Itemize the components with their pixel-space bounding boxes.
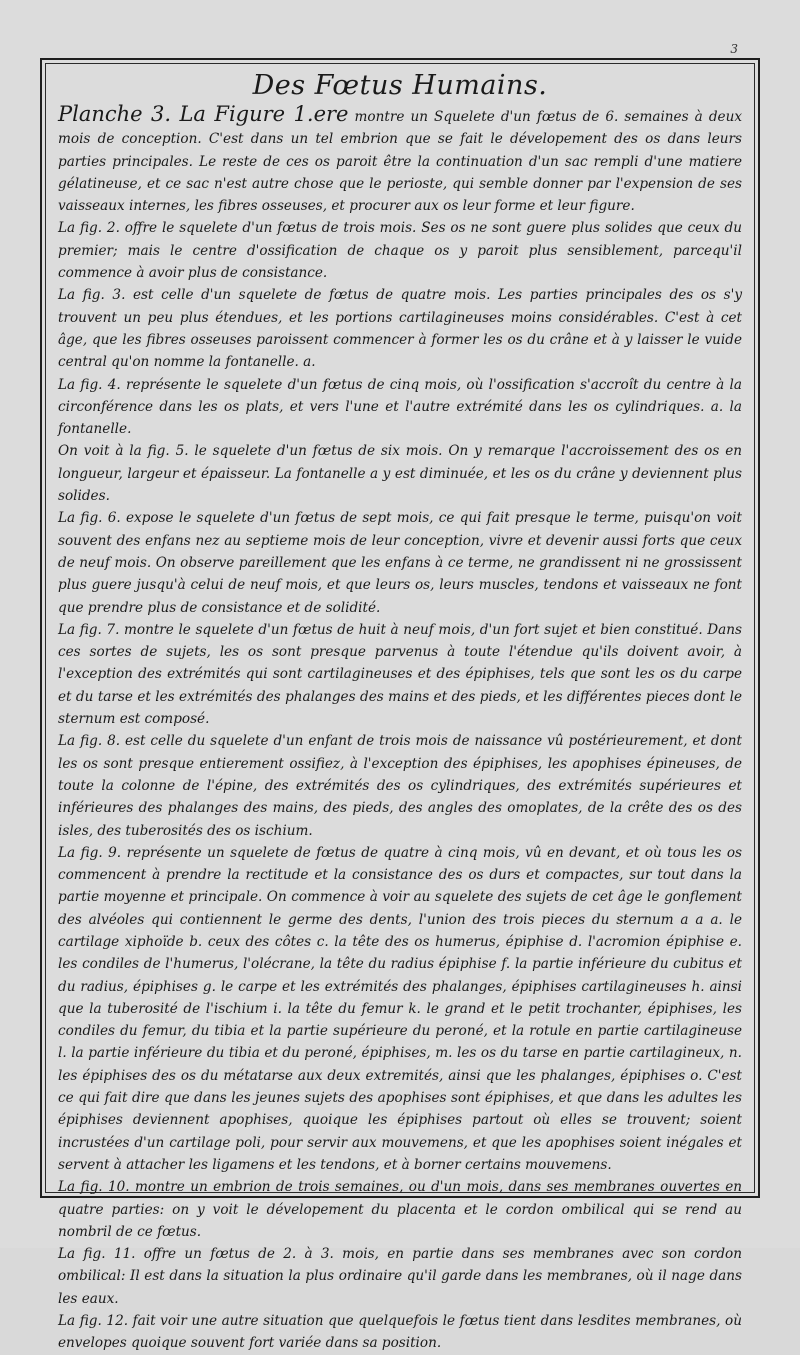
paragraph-fig-9: La fig. 9. représente un squelete de fœtus de quatre à cinq mois, vû en devant, et où tous les os commencent à prendre la rectitude et la consistance des os durs et compactes, sur tout dans la partie moyenne et principale. On commence à voir au squelete des sujets de cet âge le gonflement des alvéoles qui contiennent le germe des dents, l'union des trois pieces du sternum a a a. le cartilage xiphoïde b. ceux des côtes c. la tête des os humerus, épiphise d. l'acromion épiphise e. les condiles de l'humerus, l'olécrane, la tête du radius épiphise f. la partie inférieure du cubitus et du radius, épiphises g. le carpe et les extrémités des phalanges, épiphises cartilagineuses h. ainsi que la tuberosité de l'ischium i. la tête du femur k. le grand et le petit trochanter, épiphises, les condiles du femur, du tibia et la partie supérieure du peroné, et la rotule en partie cartilagineuse l. la partie inférieure du tibia et du peroné, épiphises, m. les os du tarse en partie cartilagineux, n. les épiphises des os du métatarse aux deux extremités, ainsi que les phalanges, épiphises o. C'est ce qui fait dire que dans les jeunes sujets des apophises sont épiphises, et que dans les adultes les épiphises deviennent apophises, quoique les épiphises partout où elles se trouvent; soient incrustées d'un cartilage poli, pour servir aux mouvemens, et que les apophises soient inégales et servent à attacher les ligamens et les tendons, et à borner certains mouvemens. xyxy=(58,844,742,1173)
paragraph-fig-6: La fig. 6. expose le squelete d'un fœtus de sept mois, ce qui fait presque le terme, puisqu'on voit souvent des enfans nez au septieme mois de leur conception, vivre et devenir aussi forts que ceux de neuf mois. On observe pareillement que les enfans à ce terme, ne grandissent ni ne grossissent plus guere jusqu'à celui de neuf mois, et que leurs os, leurs muscles, tendons et vaisseaux ne font que prendre plus de consistance et de solidité. xyxy=(58,510,742,616)
paragraph-fig-4: La fig. 4. représente le squelete d'un fœtus de cinq mois, où l'ossification s'accroît du centre à la circonférence dans les os plats, et vers l'une et l'autre extrémité dans les os cylindriques. a. la fontanelle. xyxy=(58,376,742,438)
page-number: 3 xyxy=(730,42,738,56)
paragraph-fig-11: La fig. 11. offre un fœtus de 2. à 3. mois, en partie dans ses membranes avec son cordon ombilical: Il est dans la situation la plus ordinaire qu'il garde dans les membranes, où il nage dans les eaux. xyxy=(58,1246,742,1307)
page-title: Des Fœtus Humains. xyxy=(252,70,548,101)
paragraph-fig-7: La fig. 7. montre le squelete d'un fœtus de huit à neuf mois, d'un fort sujet et bien constitué. Dans ces sortes de sujets, les os sont presque parvenus à toute l'étendue qu'ils doivent avoir, à l'exception des extrémités qui sont cartilagineuses et des épiphises, tels que sont les os du carpe et du tarse et les extrémités des phalanges des mains et des pieds, et les différentes pieces dont le sternum est composé. xyxy=(58,621,742,728)
plate-heading: Planche 3. La Figure 1.ere xyxy=(58,102,349,126)
paragraph-fig-3: La fig. 3. est celle d'un squelete de fœtus de quatre mois. Les parties principales des os s'y trouvent un peu plus étendues, et les portions cartilagineuses moins considérables. C'est à cet âge, que les fibres osseuses paroissent commencer à former les os du crâne et à y laisser le vuide central qu'on nomme la fontanelle. a. xyxy=(58,287,742,371)
paragraph-plate-intro xyxy=(58,103,742,217)
paragraph-fig-12: La fig. 12. fait voir une autre situation que quelquefois le fœtus tient dans lesdites membranes, où envelopes quoique souvent fort variée dans sa position. xyxy=(58,1313,742,1352)
paragraph-fig-2: La fig. 2. offre le squelete d'un fœtus de trois mois. Ses os ne sont guere plus solides que ceux du premier; mais le centre d'ossification de chaque os y paroit plus sensiblement, parcequ'il commence à avoir plus de consistance. xyxy=(58,220,742,282)
paragraph-fig-8: La fig. 8. est celle du squelete d'un enfant de trois mois de naissance vû postérieurement, et dont les os sont presque entierement ossifiez, à l'exception des épiphises, les apophises épineuses, de toute la colonne de l'épine, des extrémités des os cylindriques, des extrémités supérieures et inférieures des phalanges des mains, des pieds, des angles des omoplates, de la crête des os des isles, des tuberosités des os ischium. xyxy=(58,733,742,839)
text-block xyxy=(58,70,742,1355)
paragraph-fig-10: La fig. 10. montre un embrion de trois semaines, ou d'un mois, dans ses membranes ouvertes en quatre parties: on y voit le dévelopement du placenta et le cordon ombilical qui se rend au nombril de ce fœtus. xyxy=(58,1179,742,1240)
paragraph-text: montre un Squelete d'un fœtus de 6. semaines à deux mois de conception. C'est dans un tel embrion que se fait le dévelopement des os dans leurs parties principales. Le reste de ces os paroit être la continuation d'un sac rempli d'une matiere gélatineuse, et ce sac n'est autre chose que le perioste, qui semble donner par l'expension de ses vaisseaux internes, les fibres osseuses, et procurer aux os leur forme et leur figure. xyxy=(58,109,742,215)
paragraph-fig-5: On voit à la fig. 5. le squelete d'un fœtus de six mois. On y remarque l'accroissement des os en longueur, largeur et épaisseur. La fontanelle a y est diminuée, et les os du crâne y deviennent plus solides. xyxy=(58,443,742,505)
